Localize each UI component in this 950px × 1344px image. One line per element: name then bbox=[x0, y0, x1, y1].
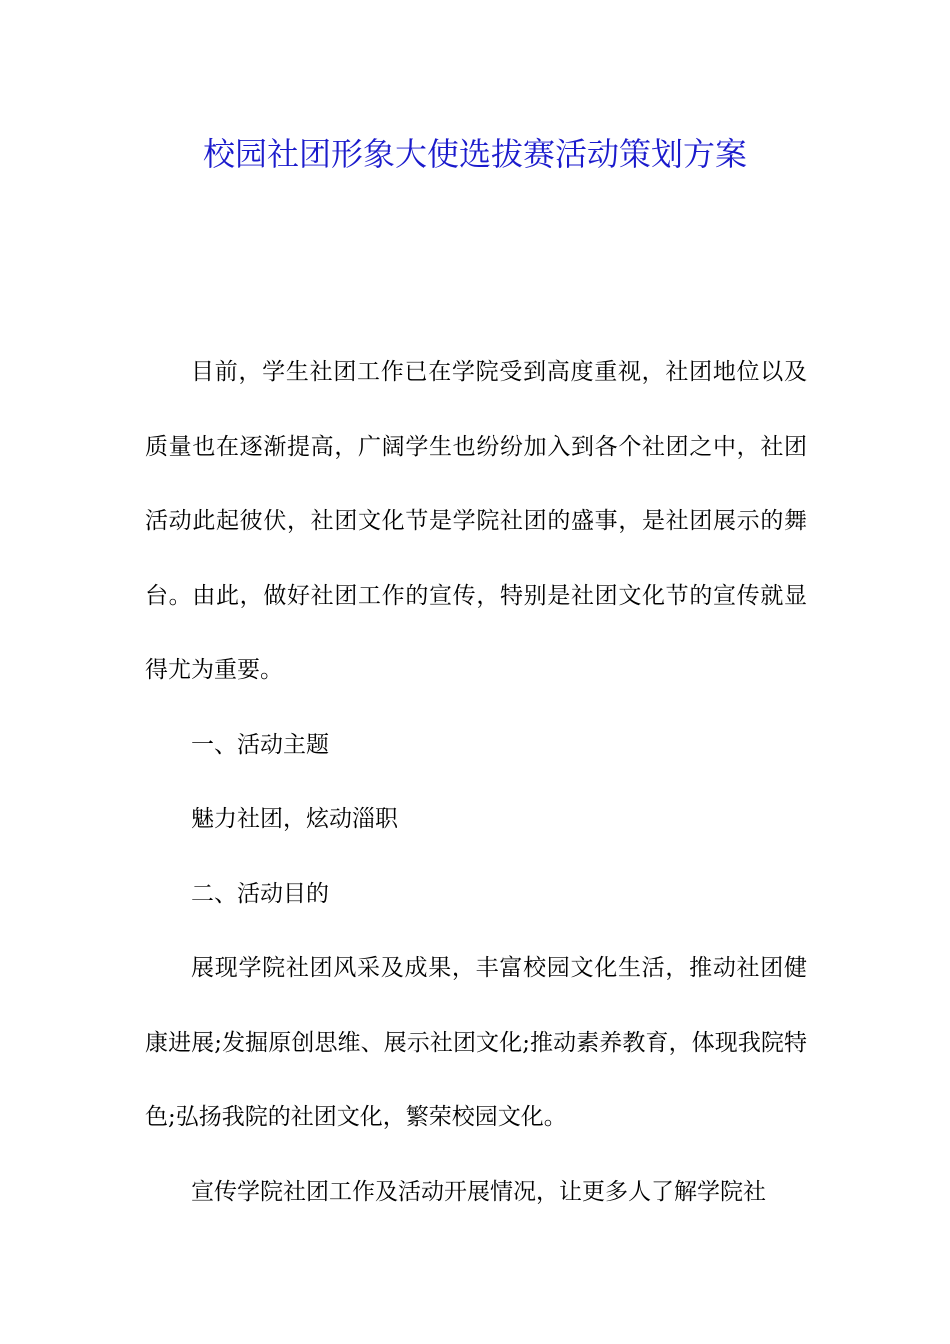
document-title: 校园社团形象大使选拔赛活动策划方案 bbox=[202, 135, 747, 173]
paragraph-theme: 魅力社团，炫动淄职 bbox=[191, 806, 398, 832]
section-heading-theme: 一、活动主题 bbox=[191, 731, 329, 758]
paragraph-publicity: 宣传学院社团工作及活动开展情况，让更多人了解学院社 bbox=[191, 1178, 766, 1205]
paragraph-intro: 目前，学生社团工作已在学院受到高度重视，社团地位以及质量也在逐渐提高，广阔学生也纷纷加入到各个社团之中，社团活动此起彼伏，社团文化节是学院社团的盛事，是社团展示的舞台。由此，做好社团工作的宣传，特别是社团文化节的宣传就显得尤为重要。 bbox=[145, 359, 807, 683]
paragraph-purpose: 展现学院社团风采及成果，丰富校园文化生活，推动社团健康进展;发掘原创思维、展示社团文化;推动素养教育，体现我院特色;弘扬我院的社团文化，繁荣校园文化。 bbox=[145, 955, 807, 1130]
section-heading-purpose: 二、活动目的 bbox=[191, 880, 329, 907]
document-body bbox=[145, 335, 807, 1229]
